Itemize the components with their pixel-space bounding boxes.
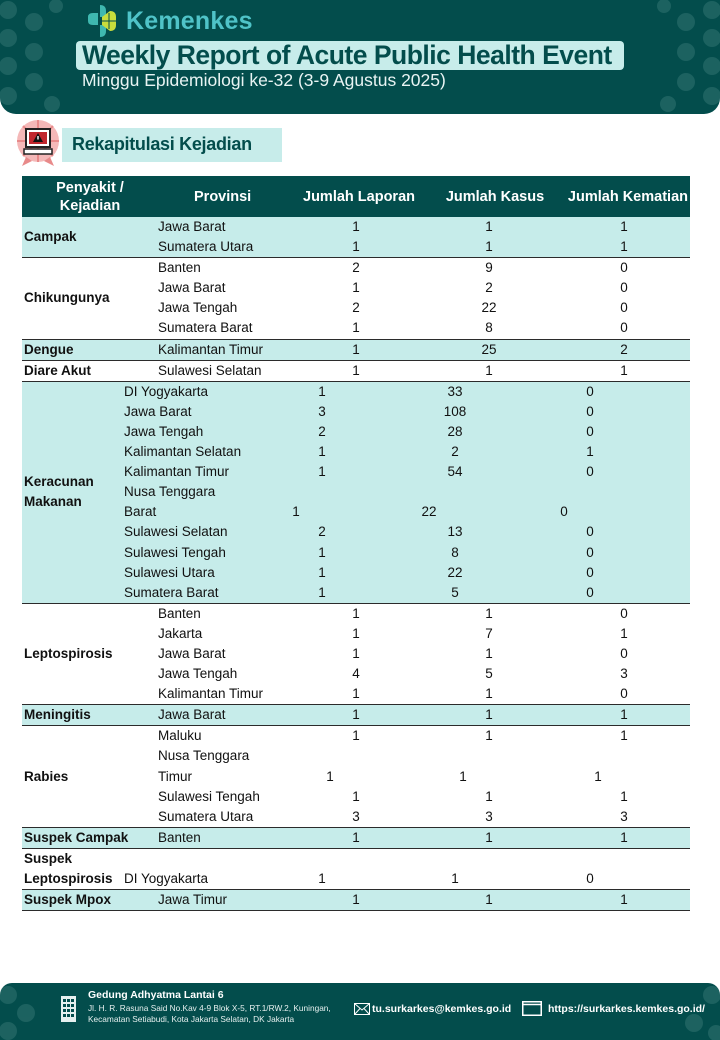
table-row bbox=[156, 684, 690, 704]
death-count-cell: 1 bbox=[594, 768, 602, 784]
report-count-cell: 1 bbox=[318, 584, 326, 600]
batik-pattern-decoration bbox=[646, 0, 720, 114]
table-row bbox=[122, 522, 690, 542]
disease-group bbox=[22, 382, 690, 604]
province-cell: Sumatera Barat bbox=[158, 320, 253, 336]
report-count-cell: 1 bbox=[318, 464, 326, 480]
report-count-cell: 1 bbox=[352, 892, 360, 908]
website-text: https://surkarkes.kemkes.go.id/ bbox=[548, 1002, 705, 1015]
report-count-cell: 1 bbox=[292, 504, 300, 520]
case-count-cell: 22 bbox=[481, 300, 497, 316]
table-body bbox=[22, 217, 690, 911]
province-cell: Jawa Tengah bbox=[158, 666, 238, 682]
province-cell: Kalimantan Timur bbox=[158, 686, 264, 702]
report-count-cell: 1 bbox=[318, 871, 326, 886]
disease-name: Keracunan Makanan bbox=[24, 474, 94, 510]
email-text: tu.surkarkes@kemkes.go.id bbox=[372, 1003, 512, 1015]
report-count-cell: 1 bbox=[352, 362, 360, 378]
recap-table bbox=[22, 176, 690, 911]
province-cell: DI Yogyakarta bbox=[124, 383, 209, 399]
death-count-cell: 1 bbox=[620, 829, 628, 845]
report-count-cell: 2 bbox=[352, 300, 360, 316]
province-cell: Jawa Barat bbox=[158, 645, 226, 661]
disease-group bbox=[22, 340, 690, 361]
province-cell: Banten bbox=[158, 260, 201, 276]
death-count-cell: 0 bbox=[620, 645, 628, 661]
disease-name: Suspek Leptospirosis bbox=[24, 851, 113, 887]
province-cell: Nusa Tenggara Barat bbox=[124, 484, 216, 520]
disease-name: Suspek Mpox bbox=[24, 892, 112, 908]
case-count-cell: 1 bbox=[485, 728, 493, 744]
province-cell: Jawa Tengah bbox=[158, 300, 238, 316]
header-kematian: Jumlah Kematian bbox=[567, 188, 688, 205]
website-link[interactable] bbox=[522, 1001, 705, 1016]
disease-name: Dengue bbox=[24, 341, 74, 357]
report-count-cell: 3 bbox=[352, 808, 360, 824]
header-provinsi: Provinsi bbox=[194, 188, 252, 205]
report-subtitle: Minggu Epidemiologi ke-32 (3-9 Agustus 2025) bbox=[82, 70, 446, 90]
address-text: Jl. H. R. Rasuna Said No.Kav 4-9 Blok X-5, RT.1/RW.2, Kuningan, Kecamatan Setiabudi, Kota Jakarta Selatan, DK Jakarta bbox=[88, 1003, 331, 1024]
table-row bbox=[156, 664, 690, 684]
disease-name: Suspek Campak bbox=[24, 829, 129, 845]
table-row bbox=[156, 278, 690, 298]
case-count-cell: 5 bbox=[451, 584, 459, 600]
table-row bbox=[156, 890, 690, 910]
disease-group bbox=[22, 217, 690, 258]
table-row bbox=[122, 402, 690, 422]
report-count-cell: 1 bbox=[352, 788, 360, 804]
table-row bbox=[122, 543, 690, 563]
address-building: Gedung Adhyatma Lantai 6 bbox=[88, 989, 224, 1001]
table-row bbox=[122, 442, 690, 462]
death-count-cell: 1 bbox=[586, 444, 594, 460]
report-count-cell: 2 bbox=[352, 260, 360, 276]
report-count-cell: 1 bbox=[352, 728, 360, 744]
province-cell: Sulawesi Utara bbox=[124, 564, 215, 580]
header-banner bbox=[0, 0, 720, 114]
report-count-cell: 1 bbox=[318, 564, 326, 580]
table-row bbox=[122, 563, 690, 583]
death-count-cell: 1 bbox=[620, 219, 628, 234]
case-count-cell: 54 bbox=[447, 464, 463, 480]
table-row bbox=[156, 298, 690, 318]
province-cell: Kalimantan Timur bbox=[158, 341, 264, 357]
province-cell: Sulawesi Selatan bbox=[124, 524, 228, 540]
disease-group bbox=[22, 849, 690, 890]
death-count-cell: 1 bbox=[620, 788, 628, 804]
kemenkes-logo bbox=[84, 3, 253, 39]
province-cell: Banten bbox=[158, 829, 201, 845]
header-laporan: Jumlah Laporan bbox=[303, 188, 415, 205]
case-count-cell: 13 bbox=[447, 524, 463, 540]
province-cell: Sumatera Utara bbox=[158, 808, 254, 824]
footer bbox=[0, 983, 720, 1040]
province-cell: Sulawesi Tengah bbox=[124, 544, 226, 560]
report-count-cell: 1 bbox=[352, 341, 360, 357]
report-count-cell: 3 bbox=[318, 403, 326, 419]
report-count-cell: 1 bbox=[352, 239, 360, 255]
province-cell: Jawa Barat bbox=[158, 707, 226, 723]
death-count-cell: 1 bbox=[620, 625, 628, 641]
case-count-cell: 1 bbox=[485, 892, 493, 908]
disease-name: Rabies bbox=[24, 768, 69, 784]
disease-name: Campak bbox=[24, 229, 77, 245]
report-count-cell: 1 bbox=[326, 768, 334, 784]
report-count-cell: 4 bbox=[352, 666, 360, 682]
province-cell: Sulawesi Tengah bbox=[158, 788, 260, 804]
table-row bbox=[156, 828, 690, 848]
province-cell: Jawa Barat bbox=[124, 403, 192, 419]
province-cell: DI Yogyakarta bbox=[124, 871, 209, 886]
case-count-cell: 1 bbox=[485, 239, 493, 255]
disease-name: Meningitis bbox=[24, 707, 91, 723]
death-count-cell: 1 bbox=[620, 362, 628, 378]
disease-group bbox=[22, 705, 690, 726]
death-count-cell: 0 bbox=[586, 524, 594, 540]
table-row bbox=[156, 726, 690, 746]
report-count-cell: 1 bbox=[352, 280, 360, 296]
province-cell: Kalimantan Timur bbox=[124, 464, 230, 480]
table-row bbox=[156, 746, 690, 786]
report-count-cell: 1 bbox=[318, 544, 326, 560]
table-row bbox=[156, 340, 690, 360]
death-count-cell: 1 bbox=[620, 239, 628, 255]
province-cell: Sumatera Barat bbox=[124, 584, 219, 600]
death-count-cell: 0 bbox=[586, 871, 594, 886]
case-count-cell: 2 bbox=[451, 444, 459, 460]
province-cell: Nusa Tenggara Timur bbox=[158, 748, 250, 784]
death-count-cell: 0 bbox=[620, 686, 628, 702]
death-count-cell: 0 bbox=[620, 280, 628, 296]
death-count-cell: 0 bbox=[586, 584, 594, 600]
report-count-cell: 1 bbox=[352, 686, 360, 702]
table-row bbox=[122, 482, 690, 522]
disease-group bbox=[22, 890, 690, 911]
death-count-cell: 0 bbox=[586, 403, 594, 419]
table-row bbox=[156, 237, 690, 257]
table-row bbox=[156, 258, 690, 278]
case-count-cell: 1 bbox=[451, 871, 459, 886]
kemenkes-logo-icon bbox=[84, 3, 120, 39]
death-count-cell: 3 bbox=[620, 808, 628, 824]
alert-monitor-icon bbox=[12, 119, 64, 167]
death-count-cell: 1 bbox=[620, 892, 628, 908]
table-row bbox=[156, 361, 690, 381]
case-count-cell: 2 bbox=[485, 280, 493, 296]
province-cell: Jakarta bbox=[158, 625, 203, 641]
death-count-cell: 3 bbox=[620, 666, 628, 682]
disease-name: Leptospirosis bbox=[24, 646, 113, 662]
death-count-cell: 0 bbox=[586, 464, 594, 480]
table-row bbox=[156, 217, 690, 237]
report-count-cell: 1 bbox=[318, 383, 326, 399]
province-cell: Jawa Barat bbox=[158, 280, 226, 296]
logo-text: Kemenkes bbox=[126, 6, 253, 35]
disease-group bbox=[22, 828, 690, 849]
case-count-cell: 5 bbox=[485, 666, 493, 682]
province-cell: Sulawesi Selatan bbox=[158, 362, 262, 378]
death-count-cell: 0 bbox=[620, 320, 628, 336]
report-count-cell: 1 bbox=[352, 625, 360, 641]
table-row bbox=[156, 318, 690, 338]
death-count-cell: 0 bbox=[586, 423, 594, 439]
disease-name: Chikungunya bbox=[24, 290, 110, 306]
case-count-cell: 1 bbox=[459, 768, 467, 784]
case-count-cell: 1 bbox=[485, 686, 493, 702]
province-cell: Banten bbox=[158, 605, 201, 621]
death-count-cell: 0 bbox=[586, 383, 594, 399]
province-cell: Jawa Tengah bbox=[124, 423, 204, 439]
disease-group bbox=[22, 604, 690, 705]
case-count-cell: 8 bbox=[451, 544, 459, 560]
death-count-cell: 0 bbox=[620, 300, 628, 316]
report-count-cell: 1 bbox=[352, 320, 360, 336]
case-count-cell: 1 bbox=[485, 788, 493, 804]
province-cell: Kalimantan Selatan bbox=[124, 444, 242, 460]
report-count-cell: 1 bbox=[352, 645, 360, 661]
disease-group bbox=[22, 361, 690, 382]
case-count-cell: 9 bbox=[485, 260, 493, 276]
case-count-cell: 1 bbox=[485, 605, 493, 621]
case-count-cell: 22 bbox=[447, 564, 463, 580]
report-count-cell: 1 bbox=[352, 605, 360, 621]
table-row bbox=[122, 462, 690, 482]
case-count-cell: 28 bbox=[447, 423, 463, 439]
mail-icon bbox=[354, 1003, 370, 1015]
death-count-cell: 1 bbox=[620, 728, 628, 744]
province-cell: Jawa Timur bbox=[158, 892, 228, 908]
report-count-cell: 1 bbox=[352, 219, 360, 234]
case-count-cell: 1 bbox=[485, 707, 493, 723]
report-count-cell: 1 bbox=[352, 829, 360, 845]
table-row bbox=[156, 705, 690, 725]
province-cell: Jawa Barat bbox=[158, 219, 226, 234]
table-row bbox=[122, 382, 690, 402]
table-row bbox=[156, 807, 690, 827]
death-count-cell: 1 bbox=[620, 707, 628, 723]
report-count-cell: 1 bbox=[352, 707, 360, 723]
table-row bbox=[156, 604, 690, 624]
report-count-cell: 1 bbox=[318, 444, 326, 460]
case-count-cell: 25 bbox=[481, 341, 497, 357]
building-icon bbox=[60, 995, 77, 1023]
report-count-cell: 2 bbox=[318, 423, 326, 439]
section-title: Rekapitulasi Kejadian bbox=[72, 134, 252, 154]
death-count-cell: 0 bbox=[620, 605, 628, 621]
death-count-cell: 0 bbox=[586, 544, 594, 560]
death-count-cell: 0 bbox=[586, 564, 594, 580]
death-count-cell: 0 bbox=[560, 504, 568, 520]
case-count-cell: 1 bbox=[485, 219, 493, 234]
table-row bbox=[122, 583, 690, 603]
batik-pattern-decoration bbox=[0, 0, 74, 114]
header-penyakit: Penyakit / Kejadian bbox=[56, 179, 124, 214]
case-count-cell: 3 bbox=[485, 808, 493, 824]
case-count-cell: 1 bbox=[485, 829, 493, 845]
case-count-cell: 22 bbox=[421, 504, 437, 520]
report-count-cell: 2 bbox=[318, 524, 326, 540]
table-row bbox=[156, 644, 690, 664]
disease-group bbox=[22, 258, 690, 339]
case-count-cell: 8 bbox=[485, 320, 493, 336]
table-row bbox=[122, 422, 690, 442]
browser-window-icon bbox=[522, 1001, 542, 1016]
email-link[interactable] bbox=[354, 1003, 511, 1015]
disease-name: Diare Akut bbox=[24, 362, 92, 378]
case-count-cell: 7 bbox=[485, 625, 493, 641]
death-count-cell: 0 bbox=[620, 260, 628, 276]
table-row bbox=[156, 624, 690, 644]
table-row bbox=[156, 787, 690, 807]
header-kasus: Jumlah Kasus bbox=[445, 188, 545, 205]
disease-group bbox=[22, 726, 690, 827]
report-title: Weekly Report of Acute Public Health Event bbox=[82, 40, 612, 70]
case-count-cell: 108 bbox=[443, 403, 467, 419]
table-header bbox=[22, 176, 690, 217]
batik-pattern-decoration bbox=[0, 983, 56, 1040]
case-count-cell: 33 bbox=[447, 383, 463, 399]
province-cell: Sumatera Utara bbox=[158, 239, 254, 255]
death-count-cell: 2 bbox=[620, 341, 628, 357]
case-count-cell: 1 bbox=[485, 362, 493, 378]
table-row bbox=[122, 849, 690, 889]
province-cell: Maluku bbox=[158, 728, 202, 744]
case-count-cell: 1 bbox=[485, 645, 493, 661]
